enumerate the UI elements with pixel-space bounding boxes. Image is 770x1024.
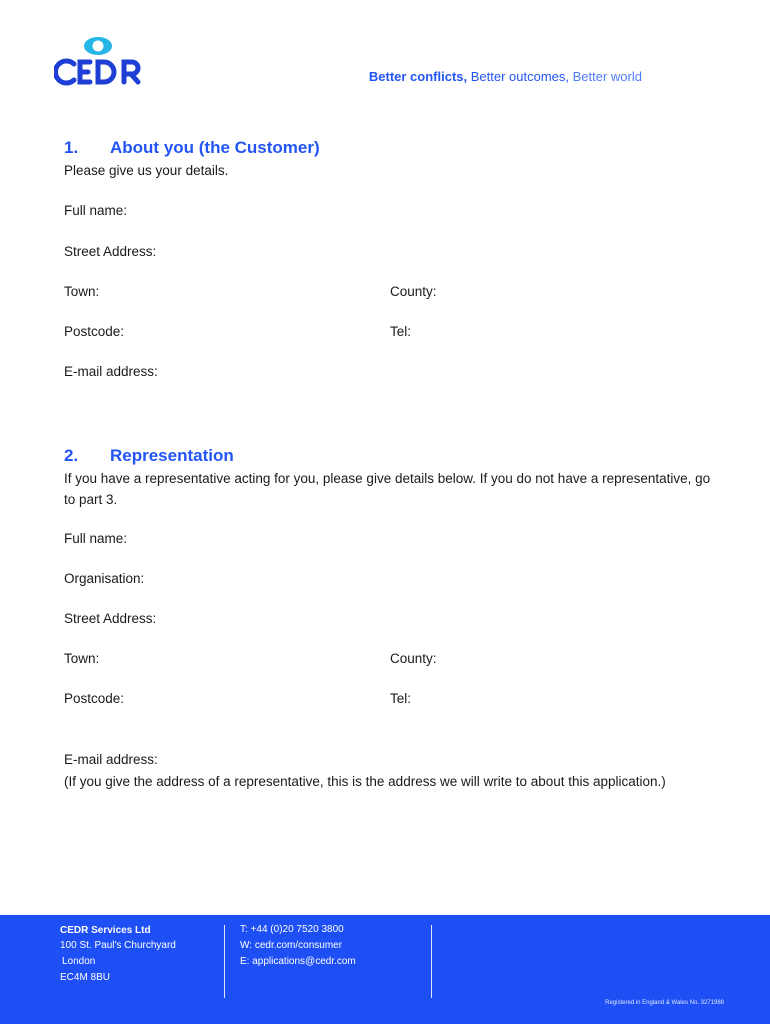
section-2-title: Representation	[110, 446, 234, 465]
footer-address-line-1: 100 St. Paul's Churchyard	[60, 940, 176, 951]
rep-street-label: Street Address:	[64, 611, 157, 626]
section-1-title: About you (the Customer)	[110, 138, 320, 157]
rep-email-label: E-mail address:	[64, 752, 158, 767]
rep-postcode-label: Postcode:	[64, 691, 125, 706]
rep-tel-label: Tel:	[390, 691, 412, 706]
section-1-heading	[64, 138, 320, 158]
section-2-intro: If you have a representative acting for you, please give details below. If you do not have a representative, go to part 3.	[64, 471, 711, 507]
rep-full-name-label: Full name:	[64, 531, 128, 546]
tagline-part-3: Better world	[569, 69, 642, 84]
section-1-number: 1.	[64, 138, 79, 157]
footer-registration: Registered in England & Wales No. 3271988	[605, 1000, 724, 1006]
customer-county-label: County:	[390, 284, 437, 299]
logo-eye-pupil	[93, 41, 104, 52]
footer-phone: T: +44 (0)20 7520 3800	[240, 924, 344, 935]
logo-letter-d	[98, 62, 114, 82]
customer-tel-label: Tel:	[390, 324, 412, 339]
customer-full-name-label: Full name:	[64, 203, 128, 218]
footer	[0, 915, 770, 1024]
section-2-number: 2.	[64, 446, 79, 465]
customer-street-label: Street Address:	[64, 244, 157, 259]
footer-web[interactable]: W: cedr.com/consumer	[240, 940, 343, 951]
customer-town-label: Town:	[64, 284, 100, 299]
footer-divider-2	[431, 925, 432, 998]
rep-organisation-label: Organisation:	[64, 571, 145, 586]
tagline	[369, 69, 642, 84]
customer-email-label: E-mail address:	[64, 364, 158, 379]
logo-letter-e	[80, 62, 90, 82]
footer-email[interactable]: E: applications@cedr.com	[240, 956, 356, 967]
rep-town-label: Town:	[64, 651, 100, 666]
rep-address-note: (If you give the address of a representative, this is the address we will write to about this application.)	[64, 774, 666, 789]
tagline-part-1: Better conflicts,	[368, 69, 468, 84]
logo-letter-c	[55, 61, 74, 83]
section-2-heading	[64, 446, 234, 466]
customer-postcode-label: Postcode:	[64, 324, 125, 339]
logo-letter-r	[124, 62, 138, 82]
cedr-logo	[54, 34, 146, 88]
footer-address-line-2: London	[62, 956, 96, 967]
footer-company: CEDR Services Ltd	[60, 925, 151, 936]
footer-divider-1	[224, 925, 225, 998]
tagline-part-2: Better outcomes,	[467, 69, 570, 84]
section-1-intro: Please give us your details.	[64, 163, 229, 178]
rep-county-label: County:	[390, 651, 437, 666]
footer-address-line-3: EC4M 8BU	[60, 972, 111, 983]
